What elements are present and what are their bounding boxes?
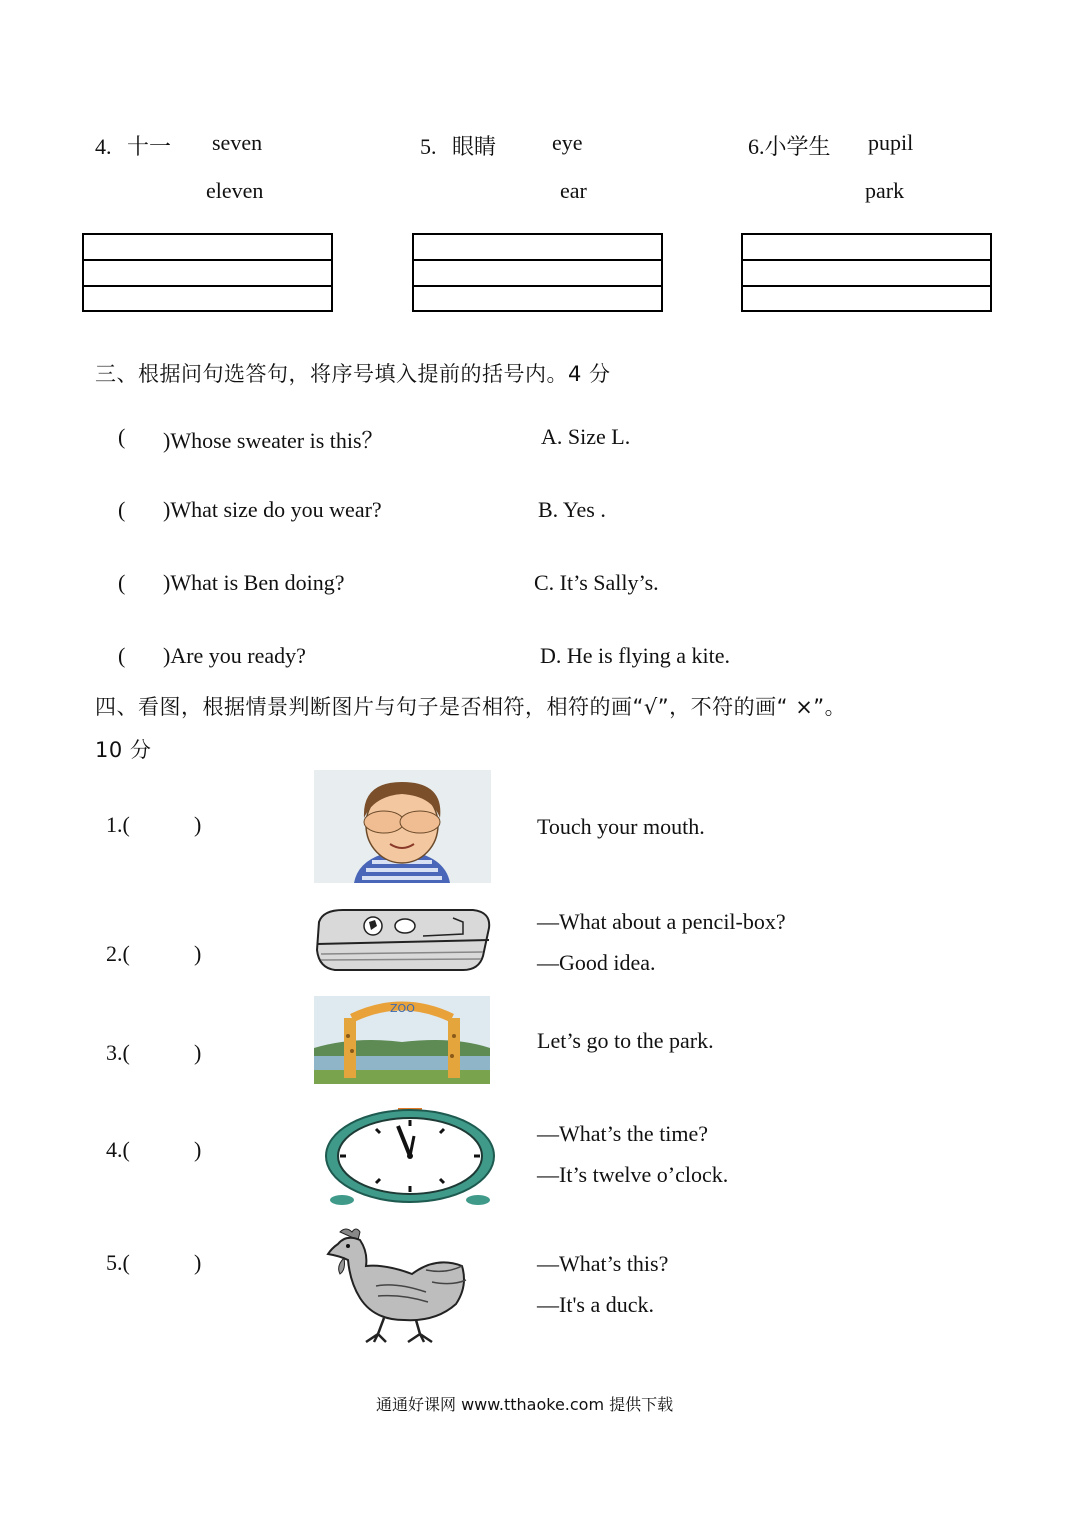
answer-option: D. He is flying a kite. <box>540 643 731 668</box>
footer-text: 通通好课网 www.tthaoke.com 提供下载 <box>376 1395 674 1414</box>
section-4-heading: 四、看图，根据情景判断图片与句子是否相符，相符的画“√”，不符的画“ ×”。 <box>95 695 847 719</box>
judge-close: ) <box>194 1137 202 1162</box>
section-3-heading: 三、根据问句选答句，将序号填入提前的括号内。4 分 <box>95 362 611 386</box>
answer-option: B. Yes . <box>538 497 606 522</box>
alarm-clock-picture <box>318 1106 502 1208</box>
sentence-line: Touch your mouth. <box>537 814 705 839</box>
zoo-gate-picture <box>314 996 490 1084</box>
vocab-option-2: park <box>865 178 905 203</box>
vocab-number: 5. <box>420 134 437 159</box>
section-4-score: 10 分 <box>95 738 152 762</box>
question-paren[interactable]: ( <box>118 497 126 522</box>
sentence-line: Let’s go to the park. <box>537 1028 714 1053</box>
question-text: )Are you ready? <box>163 643 306 668</box>
judge-label[interactable]: 4.( <box>106 1137 130 1162</box>
sentence-line: —Good idea. <box>537 950 656 975</box>
question-text: )What is Ben doing? <box>163 570 345 595</box>
writing-lines-4[interactable] <box>82 233 333 312</box>
question-text: )What size do you wear? <box>163 497 382 522</box>
judge-close: ) <box>194 941 202 966</box>
writing-lines-6[interactable] <box>741 233 992 312</box>
question-paren[interactable]: ( <box>118 424 126 449</box>
question-text: )Whose sweater is this？ <box>163 428 384 453</box>
vocab-number: 4. <box>95 134 112 159</box>
sentence-line: —It's a duck. <box>537 1292 654 1317</box>
vocab-option-2: ear <box>560 178 587 203</box>
judge-close: ) <box>194 1250 202 1275</box>
vocab-option-1: seven <box>212 130 263 155</box>
vocab-chinese: 眼睛 <box>452 135 497 160</box>
judge-label[interactable]: 1.( <box>106 812 130 837</box>
judge-close: ) <box>194 1040 202 1065</box>
rooster-picture <box>316 1226 476 1344</box>
sentence-line: —What about a pencil-box? <box>537 909 786 934</box>
sentence-line: —What’s this? <box>537 1251 669 1276</box>
vocab-item-5 <box>420 130 496 161</box>
judge-label[interactable]: 5.( <box>106 1250 130 1275</box>
vocab-option-1: pupil <box>868 130 914 155</box>
sentence-line: —What’s the time? <box>537 1121 709 1146</box>
question-paren[interactable]: ( <box>118 570 126 595</box>
writing-lines-5[interactable] <box>412 233 663 312</box>
vocab-option-2: eleven <box>206 178 264 203</box>
answer-option: C. It’s Sally’s. <box>534 570 659 595</box>
vocab-chinese: 十一 <box>127 135 172 160</box>
vocab-item-4 <box>95 130 171 161</box>
vocab-number: 6. <box>748 134 765 159</box>
boy-covering-eyes-picture <box>314 770 491 883</box>
vocab-option-1: eye <box>552 130 583 155</box>
question-paren[interactable]: ( <box>118 643 126 668</box>
vocab-chinese: 小学生 <box>764 135 831 160</box>
judge-close: ) <box>194 812 202 837</box>
judge-label[interactable]: 3.( <box>106 1040 130 1065</box>
vocab-item-6 <box>748 130 831 161</box>
svg-text:ZOO: ZOO <box>390 1002 415 1015</box>
answer-option: A. Size L. <box>541 424 631 449</box>
judge-label[interactable]: 2.( <box>106 941 130 966</box>
sentence-line: —It’s twelve o’clock. <box>537 1162 729 1187</box>
pencil-box-picture <box>313 904 495 974</box>
